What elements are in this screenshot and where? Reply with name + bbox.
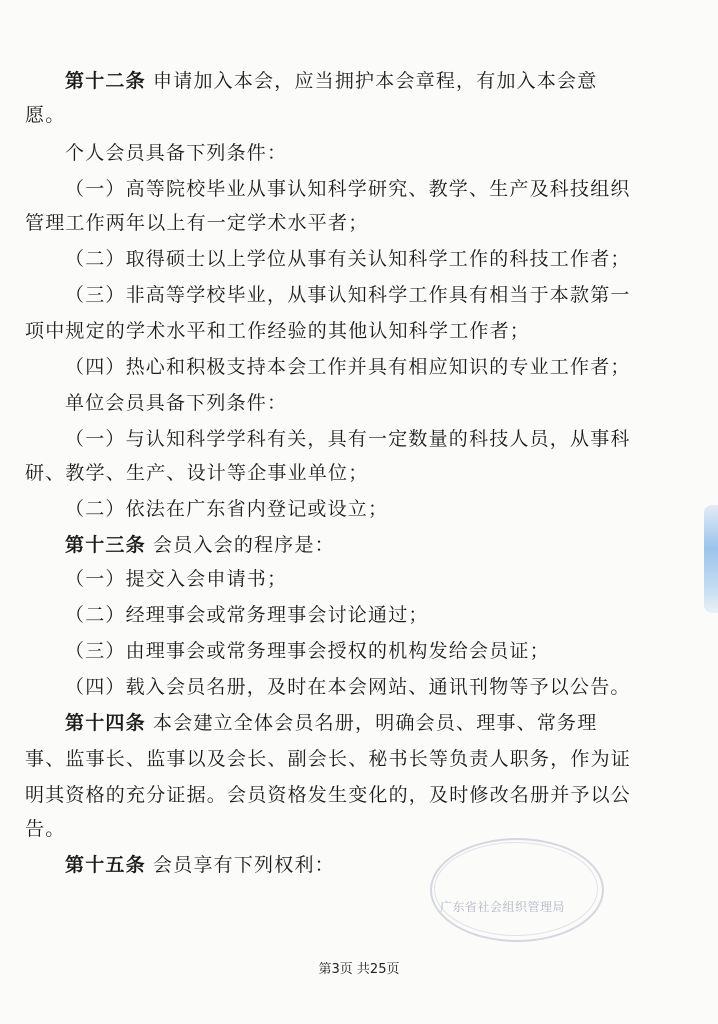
article-12-heading: 第十二条 [65, 70, 146, 92]
individual-condition-4: （四）热心和积极支持本会工作并具有相应知识的专业工作者； [65, 356, 631, 378]
article-12-text: 申请加入本会，应当拥护本会章程，有加入本会意 [145, 70, 598, 92]
procedure-step-4: （四）载入会员名册，及时在本会网站、通讯刊物等予以公告。 [65, 676, 631, 698]
procedure-step-1: （一）提交入会申请书； [65, 568, 288, 590]
individual-condition-1-line-1: （一）高等院校毕业从事认知科学研究、教学、生产及科技组织 [65, 178, 631, 200]
article-13-heading: 第十三条 [65, 534, 146, 556]
unit-condition-1-line-2: 研、教学、生产、设计等企事业单位； [25, 462, 369, 484]
article-14-line-2: 事、监事长、监事以及会长、副会长、秘书长等负责人职务，作为证 [25, 748, 632, 770]
article-14-line-1 [65, 710, 597, 736]
article-13-line-1 [65, 532, 335, 558]
article-15-text: 会员享有下列权利： [145, 854, 335, 876]
article-14-line-4: 告。 [25, 818, 66, 840]
article-14-heading: 第十四条 [65, 712, 146, 734]
official-stamp-inner-ring [434, 842, 598, 936]
article-12-line-2: 愿。 [25, 104, 66, 126]
article-15-heading: 第十五条 [65, 854, 146, 876]
individual-condition-2: （二）取得硕士以上学位从事有关认知科学工作的科技工作者； [65, 248, 631, 270]
article-14-text: 本会建立全体会员名册，明确会员、理事、常务理 [145, 712, 598, 734]
procedure-step-3: （三）由理事会或常务理事会授权的机构发给会员证； [65, 640, 550, 662]
article-13-text: 会员入会的程序是： [145, 534, 335, 556]
page-footer: 第3页 共25页 [318, 962, 400, 977]
article-14-line-3: 明其资格的充分证据。会员资格发生变化的，及时修改名册并予以公 [25, 784, 632, 806]
individual-condition-3-line-1: （三）非高等学校毕业，从事认知科学工作具有相当于本款第一 [65, 284, 631, 306]
individual-condition-3-line-2: 项中规定的学术水平和工作经验的其他认知科学工作者； [25, 320, 531, 342]
official-stamp-text: 广东省社会组织管理局 [440, 900, 566, 914]
unit-condition-1-line-1: （一）与认知科学学科有关，具有一定数量的科技人员，从事科 [65, 428, 631, 450]
edge-seal-mark [704, 505, 718, 613]
unit-condition-2: （二）依法在广东省内登记或设立； [65, 498, 389, 520]
procedure-step-2: （二）经理事会或常务理事会讨论通过； [65, 604, 429, 626]
individual-condition-1-line-2: 管理工作两年以上有一定学术水平者； [25, 212, 369, 234]
article-15-line-1 [65, 852, 335, 878]
article-12-line-1 [65, 68, 597, 94]
unit-conditions-heading: 单位会员具备下列条件： [65, 392, 288, 414]
individual-conditions-heading: 个人会员具备下列条件： [65, 142, 288, 164]
